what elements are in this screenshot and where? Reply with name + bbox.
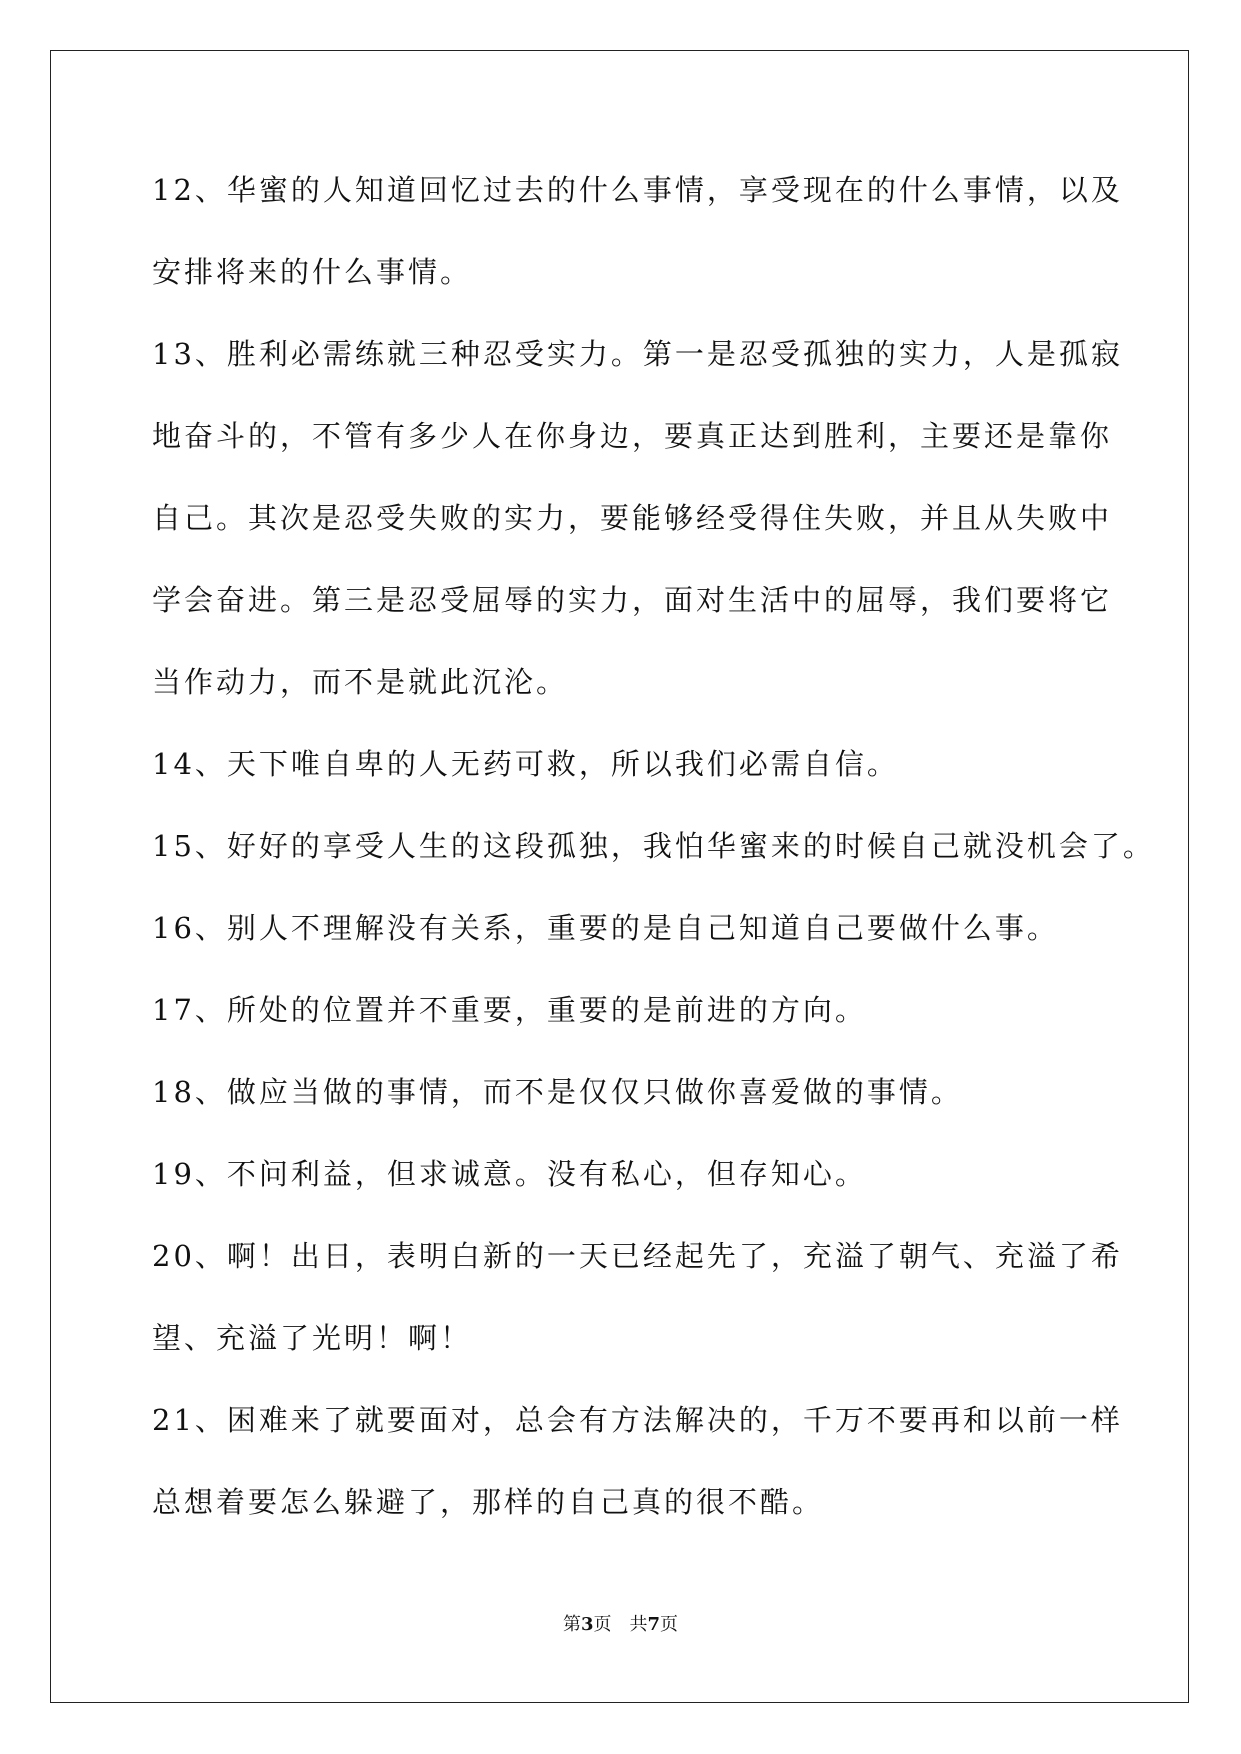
text-line: 12、华蜜的人知道回忆过去的什么事情，享受现在的什么事情，以及	[152, 173, 1123, 207]
text-line: 学会奋进。第三是忍受屈辱的实力，面对生活中的屈辱，我们要将它	[152, 583, 1113, 617]
text-line: 地奋斗的，不管有多少人在你身边，要真正达到胜利，主要还是靠你	[152, 419, 1113, 453]
document-body	[152, 162, 1155, 1556]
total-pages-label	[630, 1614, 679, 1635]
text-line: 安排将来的什么事情。	[152, 255, 473, 289]
text-line: 21、困难来了就要面对，总会有方法解决的，千万不要再和以前一样	[152, 1403, 1123, 1437]
text-line: 17、所处的位置并不重要，重要的是前进的方向。	[152, 993, 867, 1027]
text-line: 当作动力，而不是就此沉沦。	[152, 665, 569, 699]
page-suffix: 页	[593, 1614, 612, 1635]
total-prefix: 共	[629, 1614, 648, 1635]
page-footer	[0, 1610, 1241, 1636]
text-line: 16、别人不理解没有关系，重要的是自己知道自己要做什么事。	[152, 911, 1059, 945]
page-prefix: 第	[562, 1614, 581, 1635]
text-line: 15、好好的享受人生的这段孤独，我怕华蜜来的时候自己就没机会了。	[152, 829, 1155, 863]
text-line: 19、不问利益，但求诚意。没有私心，但存知心。	[152, 1157, 867, 1191]
text-line: 20、啊！出日，表明白新的一天已经起先了，充溢了朝气、充溢了希	[152, 1239, 1123, 1273]
text-line: 18、做应当做的事情，而不是仅仅只做你喜爱做的事情。	[152, 1075, 963, 1109]
page-number-label	[563, 1614, 612, 1635]
text-line: 13、胜利必需练就三种忍受实力。第一是忍受孤独的实力，人是孤寂	[152, 337, 1123, 371]
text-line: 14、天下唯自卑的人无药可救，所以我们必需自信。	[152, 747, 899, 781]
page-number: 3	[580, 1614, 594, 1635]
text-line: 总想着要怎么躲避了，那样的自己真的很不酷。	[152, 1485, 825, 1519]
total-number: 7	[647, 1614, 661, 1635]
total-suffix: 页	[660, 1614, 679, 1635]
text-line: 自己。其次是忍受失败的实力，要能够经受得住失败，并且从失败中	[152, 501, 1113, 535]
text-line: 望、充溢了光明！啊！	[152, 1321, 473, 1355]
